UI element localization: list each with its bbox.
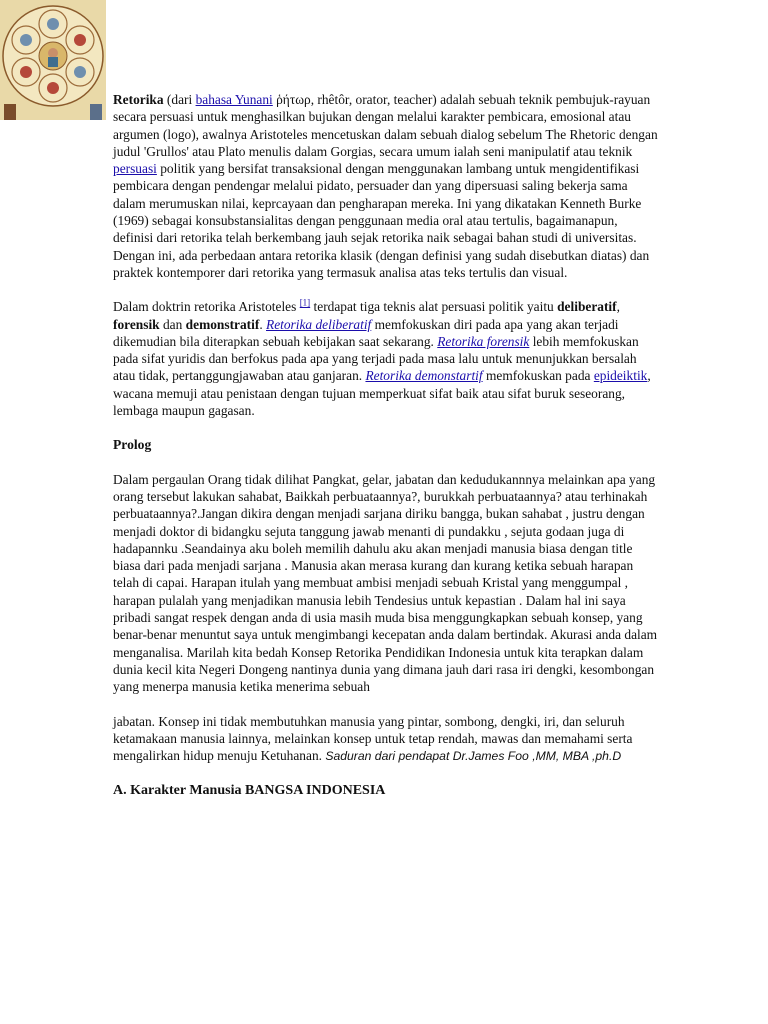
paragraph-retorika-definition xyxy=(113,91,658,281)
link-retorika-deliberatif[interactable]: Retorika deliberatif xyxy=(266,316,372,332)
link-retorika-demonstartif[interactable]: Retorika demonstartif xyxy=(365,368,483,384)
term-retorika: Retorika xyxy=(113,92,164,107)
text-run: dan xyxy=(159,316,186,332)
paragraph-prolog-continued xyxy=(113,713,658,766)
text-run: (dari xyxy=(163,92,196,107)
text-run: jabatan. Konsep ini tidak membutuhkan manusia yang pintar, sombong, dengki, iri, dan seluruh ketamakaan manusia lainnya, melainkan konsep untuk tetap rendah, mawas dan memahami serta mengalirkan hidup menuju Ketuhanan. xyxy=(113,713,633,764)
term-demonstratif: demonstratif xyxy=(185,316,260,332)
link-epideiktik[interactable]: epideiktik xyxy=(593,368,648,384)
medieval-illustration xyxy=(0,0,106,120)
term-deliberatif: deliberatif xyxy=(557,299,617,315)
article-body xyxy=(113,91,658,817)
text-run: , wacana memuji atau penistaan dengan tujuan memperkuat sifat baik atau sifat buruk seseorang, lembaga maupun gagasan. xyxy=(113,368,651,419)
heading-prolog: Prolog xyxy=(113,437,152,453)
text-run: , xyxy=(616,299,620,315)
text-run: lebih memfokuskan pada sifat yuridis dan berfokus pada apa yang terjadi pada masa lalu untuk menunjukkan bersalah atau tidak, pertanggungjawaban atau ganjaran. xyxy=(113,333,639,384)
paragraph-prolog: Dalam pergaulan Orang tidak dilihat Pangkat, gelar, jabatan dan kedudukannnya melainkan apa yang orang tersebut lakukan sahabat, Baikkah perbuataannya?, burukkah perbuataannya? atau terhinakah perbuataannya?.Jangan dikira dengan menjadi sarjana diriku bangga, bukan sahabat , justru dengan menjadi doktor di bidangku sejuta tanggung jawab menanti di pundakku , sejuta godaan juga di hadapannku .Seandainya aku boleh memilih dahulu aku akan menjadi manusia biasa dengan title biasa dari pada menjadi sarjana . Manusia akan merasa kurang dan kurang ketika sebuah harapan telah di capai. Harapan itulah yang membuat ambisi menjadi sebuah Kristal yang menggumpal , harapan pulalah yang menjadikan manusia lebih Tendesius untuk kepastian . Dalam hal ini saya pribadi sangat respek dengan anda di usia masih muda bisa menggungkapkan sebuah konsep, yang benar-benar menuntut saya untuk mengimbangi kecepatan anda dalam bertindak. Akurasi anda dalam menganalisa. Marilah kita bedah Konsep Retorika Pendidikan Indonesia untuk kita terapkan dalam dunia kecil kita Negeri Dongeng nantinya dunia yang dimana jauh dari rasa iri dengki, kesombongan yang menerpa manusia ketika menerima sebuah xyxy=(113,471,658,695)
text-run: terdapat tiga teknis alat persuasi politik yaitu xyxy=(310,299,558,315)
reference-link[interactable]: [1] xyxy=(299,297,311,308)
text-run: ῥήτωρ, rhêtôr, orator, teacher) adalah sebuah teknik pembujuk-rayuan secara persuasi untuk menghasilkan bujukan dengan melalui karakter pembicara, emosional atau argumen (logo), awalnya Aristoteles mencetuskan dalam sebuah dialog sebelum The Rhetoric dengan judul 'Grullos' atau Plato menulis dalam Gorgias, secara umum ialah seni manipulatif atau teknik xyxy=(113,92,658,159)
term-forensik: forensik xyxy=(113,316,160,332)
text-run: memfokuskan diri pada apa yang akan terjadi dikemudian bila diterapkan sebuah kebijakan saat sekarang. xyxy=(113,316,619,349)
link-persuasi[interactable]: persuasi xyxy=(113,161,157,177)
source-credit: Saduran dari pendapat Dr.James Foo ,MM, MBA ,ph.D xyxy=(325,749,622,764)
link-retorika-forensik[interactable]: Retorika forensik xyxy=(437,333,530,349)
link-bahasa-yunani[interactable]: bahasa Yunani xyxy=(195,92,273,107)
text-run: Dalam doktrin retorika Aristoteles xyxy=(113,299,300,315)
paragraph-aristoteles-doctrine xyxy=(113,298,658,419)
text-run: memfokuskan pada xyxy=(482,368,594,384)
text-run: politik yang bersifat transaksional dengan menggunakan lambang untuk mengidentifikasi pembicara dengan pendengar melalui pidato, persuader dan yang dipersuasi saling bekerja sama dalam merumuskan nilai, keprcayaan dan pengharapan mereka. Ini yang dikatakan Kenneth Burke (1969) sebagai konsubstansialitas dengan penggunaan media oral atau tertulis, bagaimanapun, definisi dari retorika telah berkembang jauh sejak retorika naik sebagai bahan studi di universitas. Dengan ini, ada perbedaan antara retorika klasik (dengan definisi yang sudah disebutkan diatas) dan praktek kontemporer dari retorika yang termasuk analisa atas teks tertulis dan visual. xyxy=(113,161,650,280)
text-run: . xyxy=(259,316,267,332)
heading-section-a: A. Karakter Manusia BANGSA INDONESIA xyxy=(113,783,386,799)
